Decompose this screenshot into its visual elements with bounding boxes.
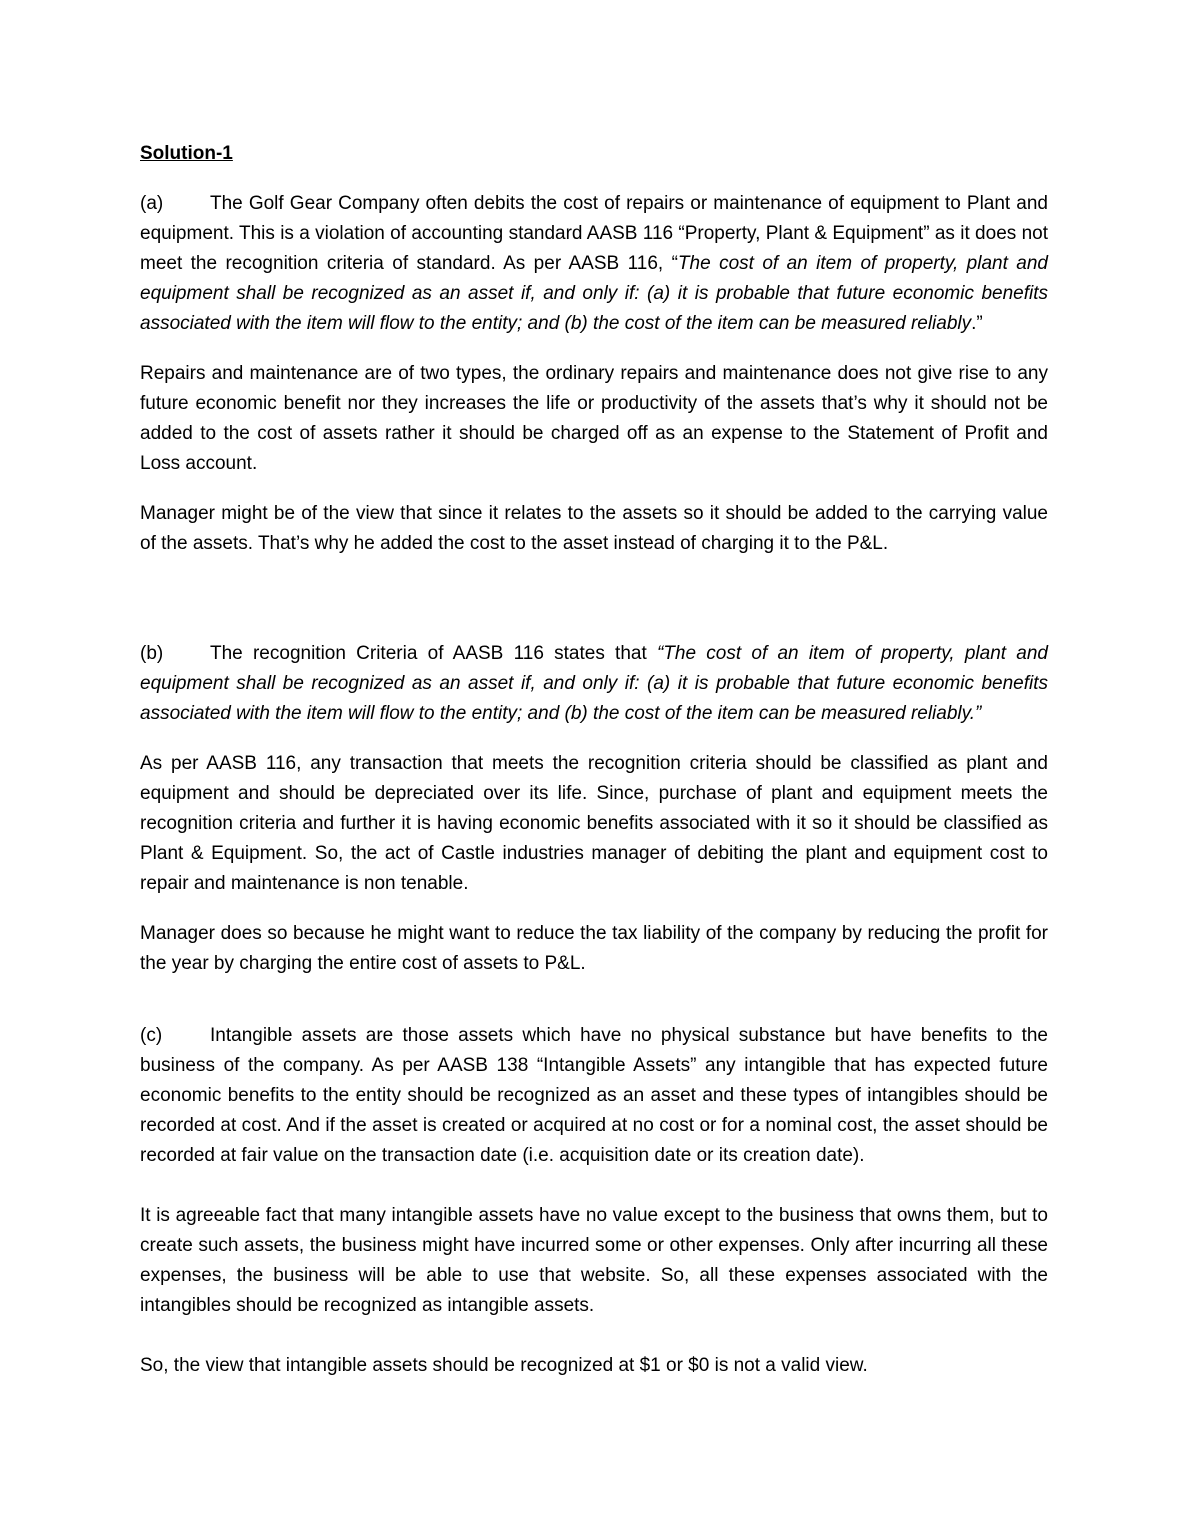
part-b-paragraph-1 bbox=[140, 639, 1048, 729]
part-b-quote: “The cost of an item of property, plant and equipment shall be recognized as an asset if, and only if: (a) it is probable that future economic benefits associated with the item will flow to the entity; and (b) the cost of the item can be measured reliably.” bbox=[140, 643, 1048, 724]
part-c-label: (c) bbox=[140, 1025, 163, 1046]
solution-heading: Solution-1 bbox=[140, 143, 233, 164]
part-a-paragraph-3: Manager might be of the view that since it relates to the assets so it should be added to the carrying value of the assets. That’s why he added the cost to the asset instead of charging it to the P&L. bbox=[140, 503, 1048, 554]
part-c-paragraph-1 bbox=[140, 1021, 1048, 1171]
part-a-quote: The cost of an item of property, plant and equipment shall be recognized as an asset if, and only if: (a) it is probable that future economic benefits associated with the item will flow to the entity; and (b) the cost of the item can be measured reliably bbox=[140, 253, 1048, 334]
part-a-text-1: The Golf Gear Company often debits the cost of repairs or maintenance of equipment to Plant and equipment. This is a violation of accounting standard AASB 116 “Property, Plant & Equipment” as it does not meet the recognition criteria of standard. As per AASB 116, “ bbox=[140, 193, 1048, 274]
document-page bbox=[140, 139, 1048, 1381]
part-c-text-1: Intangible assets are those assets which have no physical substance but have benefits to the business of the company. As per AASB 138 “Intangible Assets” any intangible that has expected future economic benefits to the entity should be recognized as an asset and these types of intangibles should be recorded at cost. And if the asset is created or acquired at no cost or for a nominal cost, the asset should be recorded at fair value on the transaction date (i.e. acquisition date or its creation date). bbox=[140, 1025, 1048, 1166]
part-a-paragraph-1 bbox=[140, 189, 1048, 339]
part-b-text-1: The recognition Criteria of AASB 116 states that bbox=[210, 643, 657, 664]
part-a-paragraph-2: Repairs and maintenance are of two types, the ordinary repairs and maintenance does not give rise to any future economic benefit nor they increases the life or productivity of the assets that’s why it should not be added to the cost of assets rather it should be charged off as an expense to the Statement of Profit and Loss account. bbox=[140, 363, 1048, 474]
part-b-label: (b) bbox=[140, 643, 164, 664]
part-a-label: (a) bbox=[140, 193, 164, 214]
part-b-paragraph-3: Manager does so because he might want to reduce the tax liability of the company by reducing the profit for the year by charging the entire cost of assets to P&L. bbox=[140, 923, 1048, 974]
part-c-paragraph-2: It is agreeable fact that many intangible assets have no value except to the business that owns them, but to create such assets, the business might have incurred some or other expenses. Only after incurring all these expenses, the business will be able to use that website. So, all these expenses associated with the intangibles should be recognized as intangible assets. bbox=[140, 1205, 1048, 1316]
part-a-text-2: .” bbox=[971, 313, 983, 334]
part-b-paragraph-2: As per AASB 116, any transaction that meets the recognition criteria should be classified as plant and equipment and should be depreciated over its life. Since, purchase of plant and equipment meets the recognition criteria and further it is having economic benefits associated with it so it should be classified as Plant & Equipment. So, the act of Castle industries manager of debiting the plant and equipment cost to repair and maintenance is non tenable. bbox=[140, 753, 1048, 894]
part-c-paragraph-3: So, the view that intangible assets should be recognized at $1 or $0 is not a valid view. bbox=[140, 1355, 868, 1376]
